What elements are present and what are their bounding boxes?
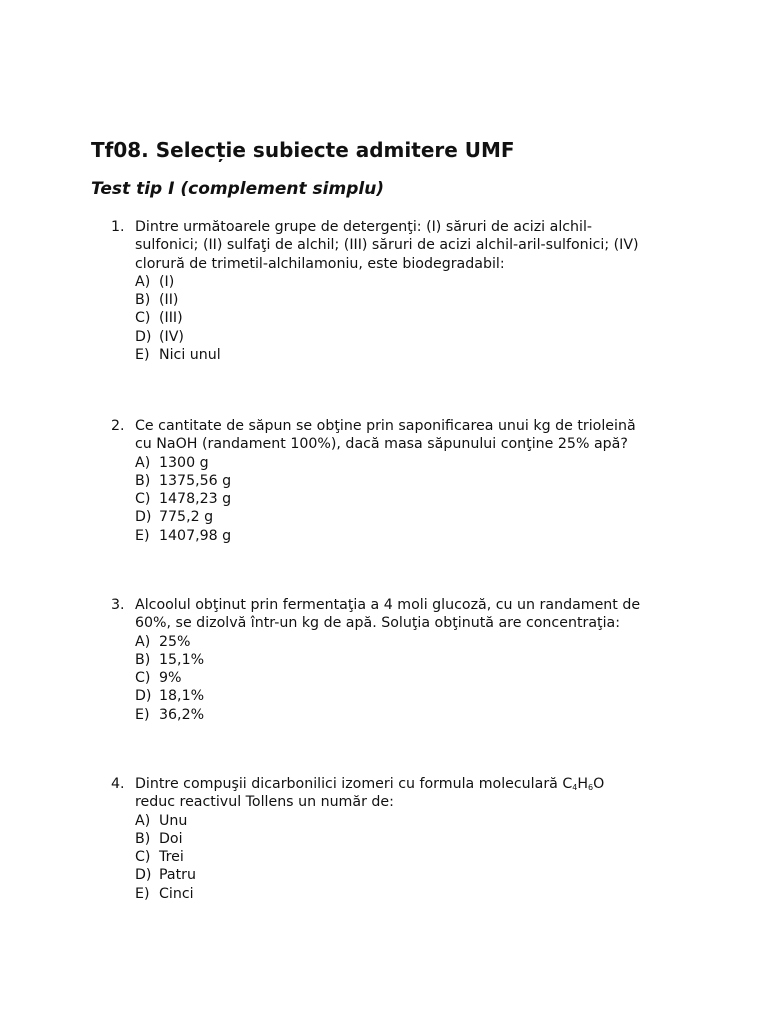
option-text: Patru bbox=[159, 867, 196, 884]
option-text: (I) bbox=[159, 273, 175, 290]
answer-option-a bbox=[135, 812, 695, 830]
option-text: (II) bbox=[159, 292, 179, 309]
question-text-segment: Dintre compuşii dicarbonilici izomeri cu formula moleculară C bbox=[135, 776, 573, 792]
question-number: 3. bbox=[111, 597, 125, 613]
answer-option-e bbox=[135, 885, 695, 903]
question-text-line: 60%, se dizolvă într-un kg de apă. Soluţia obţinută are concentraţia: bbox=[135, 615, 621, 632]
answer-option-a bbox=[135, 454, 695, 472]
option-letter: A) bbox=[135, 454, 151, 471]
question-number: 4. bbox=[111, 776, 125, 792]
answer-option-c bbox=[135, 669, 695, 687]
answer-option-b bbox=[135, 291, 695, 309]
section-subtitle: Test tip I (complement simplu) bbox=[91, 179, 385, 199]
option-text: (III) bbox=[159, 310, 183, 327]
option-text: 1407,98 g bbox=[159, 527, 232, 544]
question-text-line: sulfonici; (II) sulfaţi de alchil; (III) săruri de acizi alchil-aril-sulfonici; (IV) bbox=[135, 237, 639, 254]
answer-option-c bbox=[135, 309, 695, 327]
option-letter: E) bbox=[135, 347, 150, 364]
option-letter: A) bbox=[135, 812, 151, 829]
option-letter: E) bbox=[135, 885, 150, 902]
answer-option-a bbox=[135, 633, 695, 651]
option-text: 1478,23 g bbox=[159, 491, 232, 508]
question-number: 1. bbox=[111, 219, 125, 235]
answer-option-d bbox=[135, 866, 695, 884]
option-text: 18,1% bbox=[159, 688, 205, 705]
option-text: 775,2 g bbox=[159, 509, 214, 526]
option-letter: B) bbox=[135, 651, 151, 668]
option-text: 9% bbox=[159, 670, 182, 687]
question-body bbox=[135, 417, 695, 545]
formula-element: H bbox=[577, 776, 589, 792]
option-text: Cinci bbox=[159, 885, 194, 902]
option-letter: D) bbox=[135, 867, 152, 884]
option-text: 25% bbox=[159, 633, 191, 650]
option-letter: D) bbox=[135, 509, 152, 526]
answer-options bbox=[135, 273, 695, 364]
option-letter: C) bbox=[135, 491, 151, 508]
question-text-line: Alcoolul obţinut prin fermentaţia a 4 moli glucoză, cu un randament de bbox=[135, 597, 641, 613]
option-text: Unu bbox=[159, 812, 188, 829]
answer-option-c bbox=[135, 490, 695, 508]
question-text-line: reduc reactivul Tollens un număr de: bbox=[135, 794, 394, 811]
option-letter: D) bbox=[135, 688, 152, 705]
answer-options bbox=[135, 454, 695, 545]
option-text: (IV) bbox=[159, 328, 184, 345]
answer-option-d bbox=[135, 687, 695, 705]
question-body bbox=[135, 775, 695, 903]
option-letter: E) bbox=[135, 706, 150, 723]
answer-option-b bbox=[135, 651, 695, 669]
formula-element: O bbox=[593, 776, 605, 792]
option-text: 1375,56 g bbox=[159, 472, 232, 489]
formula-subscript: 4 bbox=[572, 783, 578, 792]
option-letter: B) bbox=[135, 830, 151, 847]
answer-options bbox=[135, 812, 695, 903]
option-letter: C) bbox=[135, 670, 151, 687]
question-body bbox=[135, 596, 695, 724]
option-letter: C) bbox=[135, 310, 151, 327]
answer-option-d bbox=[135, 328, 695, 346]
question-text-line: clorură de trimetil-alchilamoniu, este biodegradabil: bbox=[135, 255, 505, 272]
option-text: 1300 g bbox=[159, 454, 209, 471]
question-body bbox=[135, 218, 695, 364]
option-text: Trei bbox=[159, 849, 184, 866]
question-text-line: cu NaOH (randament 100%), dacă masa săpunului conţine 25% apă? bbox=[135, 436, 628, 453]
option-letter: D) bbox=[135, 328, 152, 345]
answer-option-b bbox=[135, 830, 695, 848]
answer-option-a bbox=[135, 273, 695, 291]
answer-option-b bbox=[135, 472, 695, 490]
answer-options bbox=[135, 633, 695, 724]
option-letter: B) bbox=[135, 292, 151, 309]
option-letter: A) bbox=[135, 273, 151, 290]
answer-option-e bbox=[135, 706, 695, 724]
option-text: Nici unul bbox=[159, 347, 221, 364]
option-letter: E) bbox=[135, 527, 150, 544]
answer-option-e bbox=[135, 346, 695, 364]
option-letter: B) bbox=[135, 472, 151, 489]
formula-subscript: 6 bbox=[588, 783, 594, 792]
question-number: 2. bbox=[111, 418, 125, 434]
question-text-line: Dintre următoarele grupe de detergenţi: (I) săruri de acizi alchil- bbox=[135, 219, 593, 235]
option-text: Doi bbox=[159, 830, 183, 847]
option-letter: A) bbox=[135, 633, 151, 650]
option-text: 15,1% bbox=[159, 651, 205, 668]
option-text: 36,2% bbox=[159, 706, 205, 723]
answer-option-d bbox=[135, 508, 695, 526]
option-letter: C) bbox=[135, 849, 151, 866]
answer-option-e bbox=[135, 527, 695, 545]
answer-option-c bbox=[135, 848, 695, 866]
question-text-line: Ce cantitate de săpun se obţine prin saponificarea unui kg de trioleină bbox=[135, 418, 636, 434]
page-title: Tf08. Selecție subiecte admitere UMF bbox=[91, 138, 515, 162]
question-text-line bbox=[135, 775, 695, 793]
